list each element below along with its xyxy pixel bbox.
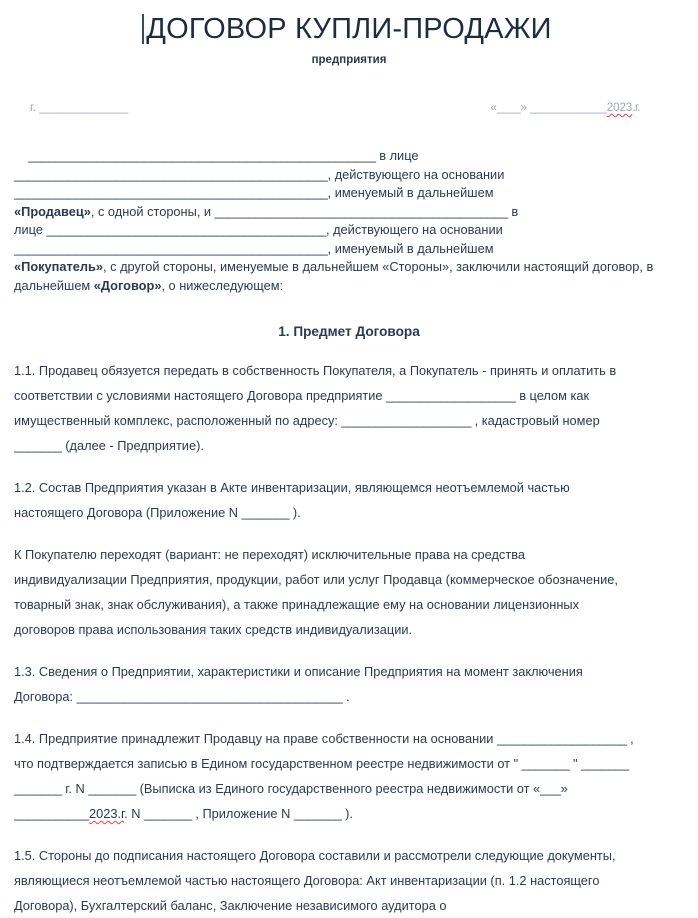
preamble-blank-5: _________________________________________: [46, 222, 326, 237]
clause-1.2-blank-1: _______: [241, 505, 290, 520]
clause-1.4: [14, 726, 638, 826]
clause-1.2-text-0: 1.2. Состав Предприятия указан в Акте инвентаризации, являющемся неотъемлемой частью настоящего Договора (Приложение N: [14, 480, 570, 520]
page-title: [146, 12, 551, 46]
clauses-container: [14, 358, 684, 918]
clause-1.4-text-0: 1.4. Предприятие принадлежит Продавцу на праве собственности на основании: [14, 731, 498, 746]
preamble-text-5: лице: [14, 222, 47, 237]
city-blank: _______________: [39, 102, 128, 114]
clause-1.4-year-12: 2023.г: [89, 806, 125, 821]
clause-1.1-blank-3: ___________________: [341, 413, 472, 428]
preamble-text-6: , именуемый в дальнейшем: [327, 240, 494, 256]
page-title-text: ДОГОВОР КУПЛИ-ПРОДАЖИ: [146, 13, 552, 45]
clause-1.1-text-0: 1.1. Продавец обязуется передать в собственность Покупателя, а Покупатель - принять и оплатить в соответствии с условиями настоящего Договора предприятие: [14, 363, 617, 403]
clause-1.4-blank-11: ___________: [14, 806, 89, 821]
date-year-suffix: .г.: [632, 102, 640, 114]
clause-1.4-blank-3: _______: [521, 756, 570, 771]
clause-1.4-text-15: , Приложение N: [191, 806, 294, 821]
clause-1.4-blank-5: _______ _______: [14, 756, 629, 796]
clause-1.1-text-6: (далее - Предприятие).: [61, 438, 204, 453]
clause-1.5-text-0: 1.5. Стороны до подписания настоящего Договора составили и рассмотрели следующие документы, являющиеся неотъемлемой частью настоящего Договора: Акт инвентаризации (п. 1.2 настоящего Договора), Бухгалтерский баланс, Заключение независимого аудитора о: [14, 848, 616, 913]
preamble-blank-3: ______________________________________________: [14, 185, 328, 200]
preamble-blank-6: ______________________________________________: [14, 240, 328, 256]
clause-1.4-text-6: г. N: [61, 781, 89, 796]
city-field: [30, 99, 128, 117]
preamble-line-7: [14, 258, 684, 295]
clause-transfer-text-0: К Покупателю переходят (вариант: не переходят) исключительные права на средства индивидуализации Предприятия, продукции, работ или услуг Продавца (коммерческое обозначение, товарный знак, знак обслуживания), а также принадлежащие ему на основании лицензионных договоров права использования таких средств индивидуализации.: [14, 547, 618, 637]
preamble-line-1: [14, 147, 684, 166]
seller-term: «Продавец»: [14, 203, 91, 219]
clause-1.4-blank-16: _______: [293, 806, 342, 821]
clause-1.1: [14, 358, 638, 458]
clause-1.4-text-17: ).: [341, 806, 353, 821]
clause-1.4-text-2: , что подтверждается записью в Едином государственном реестре недвижимости от ": [14, 731, 634, 771]
clause-1.1-text-4: , кадастровый номер: [471, 413, 600, 428]
preamble-line-2: [14, 166, 684, 185]
clause-1.3: [14, 659, 638, 709]
city-label: г.: [30, 102, 36, 114]
buyer-term: «Покупатель»: [14, 259, 103, 274]
preamble-line-3: [14, 184, 684, 203]
date-close-quote: »: [520, 102, 527, 114]
clause-1.4-blank-1: ___________________: [497, 731, 627, 746]
clause-1.4-blank-14: _______: [144, 806, 192, 821]
preamble-blank-4: ___________________________________________: [214, 203, 508, 219]
date-open-quote: «: [490, 102, 497, 114]
date-month-blank: _____________: [530, 102, 607, 114]
preamble-tail-5: , действующего на основании: [325, 222, 503, 237]
preamble-text-2: , действующего на основании: [327, 166, 505, 182]
clause-1.1-blank-5: _______: [14, 438, 62, 453]
preamble-tail-7: , о нижеследующем:: [161, 277, 284, 293]
title-block: [14, 0, 684, 46]
clause-1.5: [14, 843, 638, 918]
clause-1.1-blank-1: ___________________: [386, 388, 516, 403]
text-cursor-caret: [142, 14, 144, 44]
preamble-text-3: , именуемый в дальнейшем: [327, 185, 494, 200]
city-date-row: [14, 99, 684, 117]
clause-1.2: [14, 475, 638, 525]
preamble-text-4: , с одной стороны, и: [90, 203, 215, 219]
clause-1.2-text-2: ).: [289, 505, 301, 520]
section-heading-1: 1. Предмет Договора: [278, 324, 420, 339]
preamble-tail-4: в: [507, 203, 519, 219]
clause-1.4-text-13: . N: [124, 806, 145, 821]
preamble-line-5: [14, 221, 684, 240]
preamble-line-4: [14, 203, 684, 222]
clause-1.3-text-2: .: [342, 689, 350, 704]
preamble-line-6: [14, 240, 684, 259]
date-year: 2023: [606, 102, 633, 114]
preamble-blank-2: ______________________________________________: [14, 166, 328, 182]
clause-1.4-text-8: (Выписка из Единого государственного реестра недвижимости от «: [136, 781, 541, 796]
preamble-blank-1: ___________________________________________________: [28, 148, 376, 163]
clause-1.4-blank-7: _______: [88, 781, 137, 796]
date-day-blank: ____: [496, 102, 521, 114]
document-subtitle: предприятия: [311, 54, 387, 66]
date-field: [490, 99, 640, 117]
clause-1.3-text-0: 1.3. Сведения о Предприятии, характеристики и описание Предприятия на момент заключения Договора:: [14, 664, 583, 704]
contract-term: «Договор»: [93, 277, 162, 293]
clause-1.4-text-10: »: [560, 781, 568, 796]
preamble-text-1: в лице: [375, 148, 419, 163]
clause-1.4-text-4: ": [569, 756, 582, 771]
clause-transfer: [14, 542, 638, 642]
clause-1.1-text-2: в целом как имущественный комплекс, расположенный по адресу:: [14, 388, 590, 428]
clause-1.3-blank-1: _______________________________________: [76, 689, 343, 704]
preamble-block: [14, 147, 684, 295]
clause-1.4-blank-9: ___: [540, 781, 561, 796]
preamble-text-7: , с другой стороны, именуемые в дальнейшем «Стороны», заключили настоящий договор, в дальнейшем: [14, 259, 654, 293]
